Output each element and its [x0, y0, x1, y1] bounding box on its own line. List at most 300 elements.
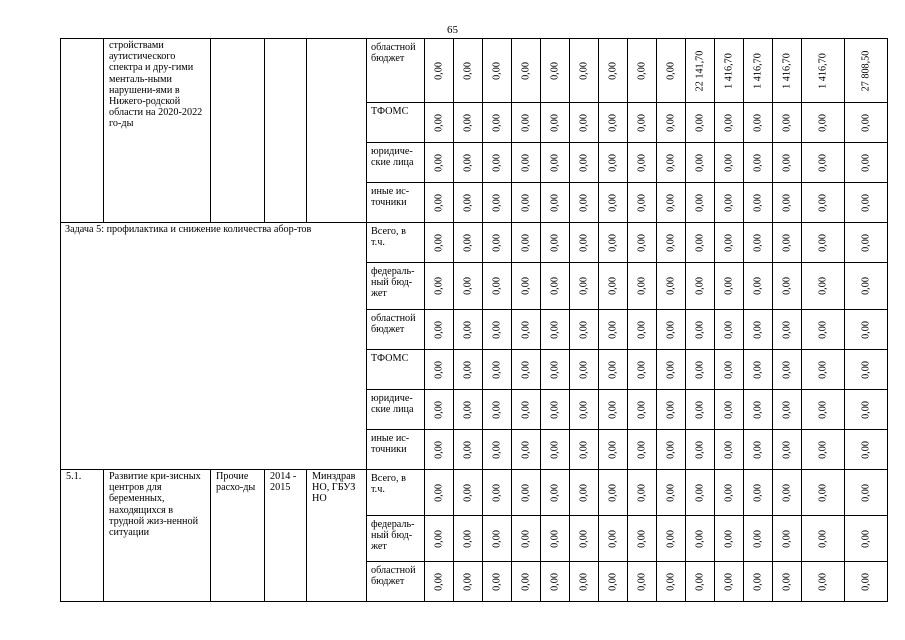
value-cell: [483, 430, 512, 470]
value-cell: [425, 39, 454, 103]
value-text: 0,00: [694, 483, 706, 502]
value-cell: [845, 470, 888, 516]
value-cell: [744, 516, 773, 562]
value-text: 0,00: [723, 320, 735, 339]
value-text: 0,00: [491, 233, 503, 252]
value-text: 0,00: [752, 233, 764, 252]
source-cell: ТФОМС: [367, 350, 425, 390]
value-cell: [628, 183, 657, 223]
value-cell: [773, 470, 802, 516]
value-text: 0,00: [860, 153, 872, 172]
value-text: 0,00: [433, 483, 445, 502]
value-cell: [512, 390, 541, 430]
value-text: 0,00: [578, 572, 590, 591]
value-cell: [570, 470, 599, 516]
value-cell: [686, 223, 715, 263]
value-cell: [715, 103, 744, 143]
value-text: 0,00: [607, 440, 619, 459]
value-text: 0,00: [520, 483, 532, 502]
value-cell: [425, 143, 454, 183]
source-cell: юридиче-ские лица: [367, 390, 425, 430]
value-text: 0,00: [520, 440, 532, 459]
value-text: 0,00: [817, 153, 829, 172]
value-cell: [425, 263, 454, 310]
value-text: 0,00: [636, 113, 648, 132]
value-cell: [773, 516, 802, 562]
value-cell: [715, 223, 744, 263]
value-text: 0,00: [752, 572, 764, 591]
value-cell: [802, 263, 845, 310]
value-text: 0,00: [578, 61, 590, 80]
value-cell: [425, 183, 454, 223]
value-cell: [686, 183, 715, 223]
value-cell: [744, 263, 773, 310]
value-text: 0,00: [694, 153, 706, 172]
value-text: 0,00: [723, 572, 735, 591]
value-text: 0,00: [491, 113, 503, 132]
value-cell: [845, 263, 888, 310]
value-text: 1 416,70: [781, 52, 793, 89]
value-cell: [686, 390, 715, 430]
value-cell: [744, 223, 773, 263]
value-text: 0,00: [549, 233, 561, 252]
value-text: 0,00: [817, 440, 829, 459]
value-cell: [628, 310, 657, 350]
value-text: 0,00: [694, 193, 706, 212]
value-text: 0,00: [491, 360, 503, 379]
value-cell: [802, 39, 845, 103]
value-text: 0,00: [860, 277, 872, 295]
value-cell: [686, 143, 715, 183]
value-cell: [715, 470, 744, 516]
value-text: 0,00: [462, 61, 474, 80]
value-cell: [512, 562, 541, 602]
value-text: 0,00: [520, 320, 532, 339]
value-text: 1 416,70: [723, 52, 735, 89]
value-text: 0,00: [817, 572, 829, 591]
value-cell: [657, 223, 686, 263]
program-table: [60, 38, 888, 602]
value-text: 0,00: [694, 440, 706, 459]
value-cell: [845, 183, 888, 223]
value-cell: [715, 350, 744, 390]
value-text: 0,00: [433, 193, 445, 212]
value-cell: [715, 430, 744, 470]
value-text: 0,00: [520, 233, 532, 252]
value-text: 0,00: [549, 193, 561, 212]
value-cell: [599, 516, 628, 562]
value-text: 0,00: [491, 440, 503, 459]
value-text: 0,00: [665, 233, 677, 252]
value-cell: [570, 310, 599, 350]
source-cell: ТФОМС: [367, 103, 425, 143]
value-text: 0,00: [433, 572, 445, 591]
value-cell: [773, 223, 802, 263]
value-cell: [454, 103, 483, 143]
value-text: 0,00: [752, 320, 764, 339]
value-text: 0,00: [462, 483, 474, 502]
value-cell: [512, 263, 541, 310]
value-text: 0,00: [433, 360, 445, 379]
value-text: 0,00: [520, 61, 532, 80]
value-cell: [425, 470, 454, 516]
value-text: 0,00: [752, 529, 764, 548]
value-text: 0,00: [781, 277, 793, 295]
value-cell: [657, 143, 686, 183]
value-text: 0,00: [817, 277, 829, 295]
value-text: 0,00: [607, 483, 619, 502]
value-text: 0,00: [549, 360, 561, 379]
value-cell: [570, 390, 599, 430]
value-text: 0,00: [752, 440, 764, 459]
value-text: 0,00: [665, 193, 677, 212]
value-cell: [657, 562, 686, 602]
value-cell: [715, 562, 744, 602]
value-text: 0,00: [462, 320, 474, 339]
value-cell: [541, 143, 570, 183]
value-cell: [570, 562, 599, 602]
value-text: 0,00: [549, 277, 561, 295]
value-text: 0,00: [578, 153, 590, 172]
value-cell: [657, 350, 686, 390]
value-text: 0,00: [817, 193, 829, 212]
value-cell: [541, 263, 570, 310]
value-cell: [845, 430, 888, 470]
value-text: 0,00: [636, 400, 648, 419]
value-cell: [845, 350, 888, 390]
value-text: 0,00: [462, 233, 474, 252]
value-cell: [483, 183, 512, 223]
value-cell: [483, 39, 512, 103]
value-text: 0,00: [752, 113, 764, 132]
value-text: 0,00: [549, 572, 561, 591]
value-cell: [628, 430, 657, 470]
value-text: 0,00: [607, 320, 619, 339]
value-text: 0,00: [462, 400, 474, 419]
value-cell: [773, 310, 802, 350]
value-text: 0,00: [491, 483, 503, 502]
value-text: 0,00: [549, 400, 561, 419]
value-cell: [454, 143, 483, 183]
value-cell: [541, 310, 570, 350]
table-row: [61, 39, 888, 103]
value-cell: [744, 183, 773, 223]
value-text: 0,00: [781, 113, 793, 132]
source-cell: областной бюджет: [367, 39, 425, 103]
value-text: 0,00: [520, 529, 532, 548]
description-cell: стройствами аутистического спектра и дру-гими менталь-ными нарушени-ями в Нижего-родской области на 2020-2022 го-ды: [104, 39, 211, 223]
value-text: 0,00: [578, 320, 590, 339]
value-cell: [845, 390, 888, 430]
value-cell: [628, 516, 657, 562]
value-text: 0,00: [665, 277, 677, 295]
value-cell: [570, 430, 599, 470]
value-cell: [628, 390, 657, 430]
value-text: 0,00: [636, 61, 648, 80]
value-cell: [744, 390, 773, 430]
value-text: 0,00: [607, 529, 619, 548]
value-text: 0,00: [491, 320, 503, 339]
value-text: 0,00: [607, 572, 619, 591]
value-cell: [599, 143, 628, 183]
value-cell: [802, 350, 845, 390]
value-cell: [657, 390, 686, 430]
value-cell: [628, 562, 657, 602]
value-text: 0,00: [433, 320, 445, 339]
value-cell: [686, 263, 715, 310]
value-text: 0,00: [817, 113, 829, 132]
value-text: 0,00: [607, 360, 619, 379]
value-cell: [512, 310, 541, 350]
value-cell: [599, 470, 628, 516]
value-cell: [773, 143, 802, 183]
value-text: 27 808,50: [860, 50, 872, 91]
value-text: 0,00: [665, 113, 677, 132]
value-text: 0,00: [520, 193, 532, 212]
value-text: 0,00: [665, 61, 677, 80]
value-cell: [686, 430, 715, 470]
value-cell: [657, 516, 686, 562]
number-cell: [61, 39, 104, 223]
value-cell: [570, 516, 599, 562]
value-text: 0,00: [694, 233, 706, 252]
value-text: 0,00: [781, 193, 793, 212]
value-text: 0,00: [433, 529, 445, 548]
value-cell: [845, 143, 888, 183]
value-cell: [425, 223, 454, 263]
value-cell: [657, 310, 686, 350]
value-text: 0,00: [636, 233, 648, 252]
value-cell: [628, 39, 657, 103]
value-text: 0,00: [636, 193, 648, 212]
value-cell: [802, 310, 845, 350]
value-cell: [483, 223, 512, 263]
value-text: 0,00: [860, 233, 872, 252]
value-text: 0,00: [752, 483, 764, 502]
value-cell: [744, 103, 773, 143]
value-text: 0,00: [607, 153, 619, 172]
value-cell: [802, 470, 845, 516]
value-cell: [657, 183, 686, 223]
value-text: 0,00: [520, 572, 532, 591]
value-cell: [686, 310, 715, 350]
value-cell: [541, 430, 570, 470]
value-cell: [773, 183, 802, 223]
value-text: 0,00: [694, 320, 706, 339]
value-text: 0,00: [665, 440, 677, 459]
value-text: 0,00: [723, 529, 735, 548]
value-cell: [541, 223, 570, 263]
value-text: 0,00: [636, 277, 648, 295]
value-cell: [425, 562, 454, 602]
value-cell: [512, 143, 541, 183]
executor-cell: [307, 39, 367, 223]
value-text: 0,00: [694, 400, 706, 419]
number-cell: 5.1.: [61, 470, 104, 602]
value-cell: [541, 103, 570, 143]
value-text: 0,00: [607, 277, 619, 295]
value-cell: [483, 103, 512, 143]
value-text: 0,00: [665, 153, 677, 172]
value-cell: [599, 263, 628, 310]
value-text: 0,00: [491, 529, 503, 548]
table-row: [61, 223, 888, 263]
value-cell: [541, 470, 570, 516]
value-cell: [773, 430, 802, 470]
value-cell: [425, 103, 454, 143]
value-cell: [570, 183, 599, 223]
value-cell: [802, 103, 845, 143]
value-text: 0,00: [860, 440, 872, 459]
value-cell: [454, 516, 483, 562]
value-text: 0,00: [520, 153, 532, 172]
value-text: 0,00: [636, 572, 648, 591]
value-cell: [570, 223, 599, 263]
value-text: 0,00: [665, 400, 677, 419]
value-cell: [744, 430, 773, 470]
value-text: 0,00: [462, 193, 474, 212]
value-text: 0,00: [462, 529, 474, 548]
value-text: 0,00: [462, 153, 474, 172]
value-text: 0,00: [549, 61, 561, 80]
value-text: 0,00: [549, 529, 561, 548]
value-cell: [541, 350, 570, 390]
value-cell: [512, 350, 541, 390]
value-text: 0,00: [578, 483, 590, 502]
value-cell: [845, 223, 888, 263]
value-text: 0,00: [491, 572, 503, 591]
value-cell: [802, 223, 845, 263]
value-cell: [483, 562, 512, 602]
source-cell: иные ис-точники: [367, 430, 425, 470]
value-text: 0,00: [433, 113, 445, 132]
value-text: 0,00: [752, 360, 764, 379]
value-text: 0,00: [491, 153, 503, 172]
value-text: 0,00: [491, 277, 503, 295]
value-text: 0,00: [860, 113, 872, 132]
value-cell: [773, 103, 802, 143]
value-text: 0,00: [817, 483, 829, 502]
value-cell: [454, 263, 483, 310]
value-cell: [657, 103, 686, 143]
value-cell: [541, 39, 570, 103]
value-text: 0,00: [636, 153, 648, 172]
value-text: 0,00: [636, 529, 648, 548]
value-cell: [483, 310, 512, 350]
value-cell: [541, 390, 570, 430]
table-row: [61, 470, 888, 516]
value-text: 0,00: [578, 277, 590, 295]
value-cell: [454, 39, 483, 103]
value-cell: [512, 223, 541, 263]
value-cell: [483, 516, 512, 562]
value-cell: [483, 350, 512, 390]
category-cell: [211, 39, 265, 223]
value-cell: [715, 183, 744, 223]
source-cell: федераль-ный бюд-жет: [367, 516, 425, 562]
value-text: 0,00: [781, 320, 793, 339]
value-cell: [599, 39, 628, 103]
value-text: 0,00: [607, 193, 619, 212]
value-text: 0,00: [433, 277, 445, 295]
value-text: 0,00: [520, 360, 532, 379]
value-text: 0,00: [636, 483, 648, 502]
value-text: 0,00: [817, 529, 829, 548]
value-cell: [454, 430, 483, 470]
value-cell: [802, 390, 845, 430]
value-cell: [773, 390, 802, 430]
value-text: 0,00: [781, 440, 793, 459]
value-cell: [845, 103, 888, 143]
value-text: 0,00: [578, 233, 590, 252]
value-text: 0,00: [752, 193, 764, 212]
value-cell: [715, 143, 744, 183]
value-text: 0,00: [520, 277, 532, 295]
value-text: 1 416,70: [817, 52, 829, 89]
value-cell: [454, 390, 483, 430]
value-text: 0,00: [723, 277, 735, 295]
value-cell: [686, 562, 715, 602]
source-cell: иные ис-точники: [367, 183, 425, 223]
value-cell: [512, 39, 541, 103]
value-cell: [773, 39, 802, 103]
source-cell: областной бюджет: [367, 310, 425, 350]
value-cell: [570, 350, 599, 390]
value-cell: [454, 470, 483, 516]
value-cell: [425, 390, 454, 430]
value-text: 0,00: [462, 572, 474, 591]
value-text: 0,00: [723, 113, 735, 132]
value-text: 0,00: [578, 440, 590, 459]
value-text: 0,00: [694, 113, 706, 132]
value-cell: [599, 390, 628, 430]
value-text: 0,00: [578, 193, 590, 212]
value-text: 0,00: [723, 153, 735, 172]
source-cell: федераль-ный бюд-жет: [367, 263, 425, 310]
value-cell: [802, 430, 845, 470]
value-text: 0,00: [433, 233, 445, 252]
value-cell: [628, 143, 657, 183]
value-cell: [599, 310, 628, 350]
page-number: 65: [447, 24, 458, 36]
value-cell: [773, 263, 802, 310]
value-text: 0,00: [665, 529, 677, 548]
value-cell: [845, 516, 888, 562]
value-text: 0,00: [578, 400, 590, 419]
value-cell: [802, 143, 845, 183]
value-text: 0,00: [781, 483, 793, 502]
value-cell: [845, 39, 888, 103]
value-cell: [454, 183, 483, 223]
source-cell: юридиче-ские лица: [367, 143, 425, 183]
value-cell: [628, 223, 657, 263]
value-text: 0,00: [781, 529, 793, 548]
source-cell: Всего, в т.ч.: [367, 470, 425, 516]
value-cell: [512, 183, 541, 223]
value-cell: [512, 103, 541, 143]
value-cell: [744, 143, 773, 183]
value-cell: [686, 516, 715, 562]
value-cell: [599, 223, 628, 263]
value-text: 0,00: [860, 320, 872, 339]
value-text: 0,00: [491, 61, 503, 80]
value-text: 0,00: [723, 233, 735, 252]
value-text: 22 141,70: [694, 50, 706, 91]
value-text: 0,00: [433, 153, 445, 172]
value-text: 0,00: [607, 113, 619, 132]
value-text: 0,00: [433, 61, 445, 80]
value-cell: [541, 183, 570, 223]
